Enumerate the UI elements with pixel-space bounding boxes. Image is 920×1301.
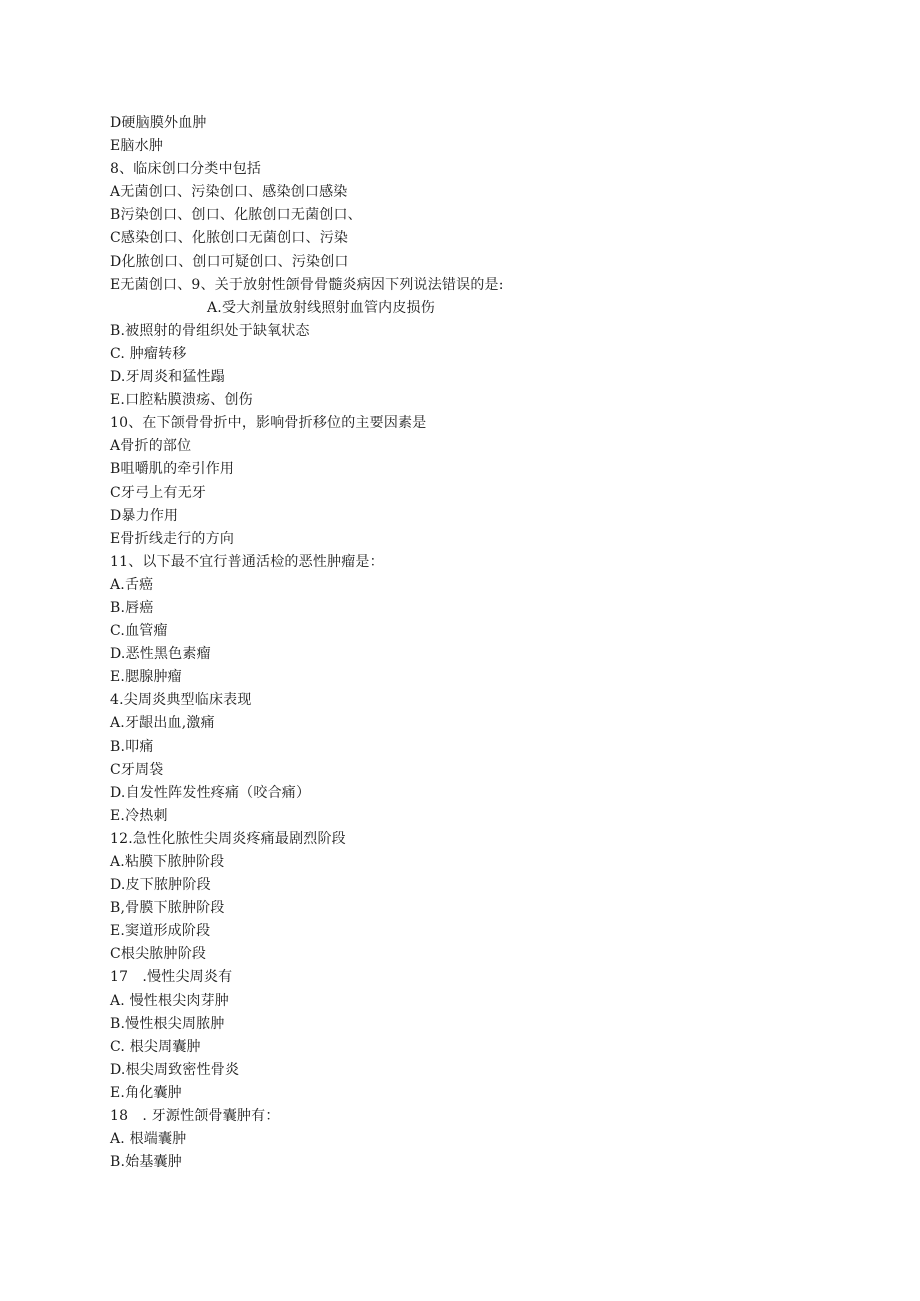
option-line: A.牙龈出血,激痛 [110, 715, 215, 732]
option-line: A. 根端囊肿 [110, 1131, 187, 1148]
option-line: C感染创口、化脓创口无菌创口、污染 [110, 230, 349, 247]
question-line: 11、以下最不宜行普通活检的恶性肿瘤是： [110, 553, 384, 570]
option-line: A无菌创口、污染创口、感染创口感染 [110, 184, 348, 201]
option-line: D化脓创口、创口可疑创口、污染创口 [110, 253, 349, 270]
option-line: D.恶性黑色素瘤 [110, 646, 211, 663]
option-line: B.始基囊肿 [110, 1154, 182, 1171]
document-body [110, 112, 870, 1174]
option-line: C. 根尖周囊肿 [110, 1038, 201, 1055]
option-line: C牙弓上有无牙 [110, 484, 207, 501]
option-line: B污染创口、创口、化脓创口无菌创口、 [110, 207, 362, 224]
option-line: B.被照射的骨组织处于缺氧状态 [110, 322, 310, 339]
question-line: 10、在下颌骨骨折中，影响骨折移位的主要因素是 [110, 415, 427, 432]
option-line: D.自发性阵发性疼痛（咬合痛） [110, 784, 311, 801]
option-line: A. 慢性根尖肉芽肿 [110, 992, 230, 1009]
question-line: 8、临床创口分类中包括 [110, 161, 262, 178]
question-line: E无菌创口、9、关于放射性颌骨骨髓炎病因下列说法错误的是: [110, 276, 504, 293]
option-line: C根尖脓肿阶段 [110, 946, 207, 963]
option-line: D.牙周炎和猛性蹋 [110, 369, 225, 386]
option-line: B.唇癌 [110, 599, 154, 616]
option-line: B,骨膜下脓肿阶段 [110, 900, 225, 917]
option-line: D暴力作用 [110, 507, 179, 524]
option-line: C牙周袋 [110, 761, 164, 778]
option-line: B.叩痛 [110, 738, 154, 755]
text-line: D硬脑膜外血肿 [110, 115, 207, 131]
option-line: A.舌癌 [110, 576, 154, 593]
option-line: A.粘膜下脓肿阶段 [110, 854, 225, 870]
question-line: 17 .慢性尖周炎有 [110, 969, 233, 986]
option-line: E.腮腺肿瘤 [110, 669, 182, 686]
option-line: E骨折线走行的方向 [110, 530, 235, 547]
option-line: D.皮下脓肿阶段 [110, 877, 211, 894]
option-line: E.角化囊肿 [110, 1084, 182, 1101]
option-line: E.窦道形成阶段 [110, 923, 211, 940]
question-line: 4.尖周炎典型临床表现 [110, 692, 252, 709]
option-line: A.受大剂量放射线照射血管内皮损伤 [207, 299, 435, 316]
option-line: E.口腔粘膜溃疡、创伤 [110, 392, 253, 409]
question-line: 12.急性化脓性尖周炎疼痛最剧烈阶段 [110, 830, 346, 847]
option-line: E.冷热刺 [110, 807, 168, 824]
text-line: E脑水肿 [110, 138, 164, 155]
option-line: D.根尖周致密性骨炎 [110, 1061, 240, 1078]
option-line: B咀嚼肌的牵引作用 [110, 461, 235, 478]
option-line: C.血管瘤 [110, 623, 168, 640]
option-line: C. 肿瘤转移 [110, 345, 187, 362]
question-line: 18 . 牙源性颌骨囊肿有： [110, 1108, 280, 1125]
option-line: A骨折的部位 [110, 438, 192, 455]
option-line: B.慢性根尖周脓肿 [110, 1015, 225, 1032]
